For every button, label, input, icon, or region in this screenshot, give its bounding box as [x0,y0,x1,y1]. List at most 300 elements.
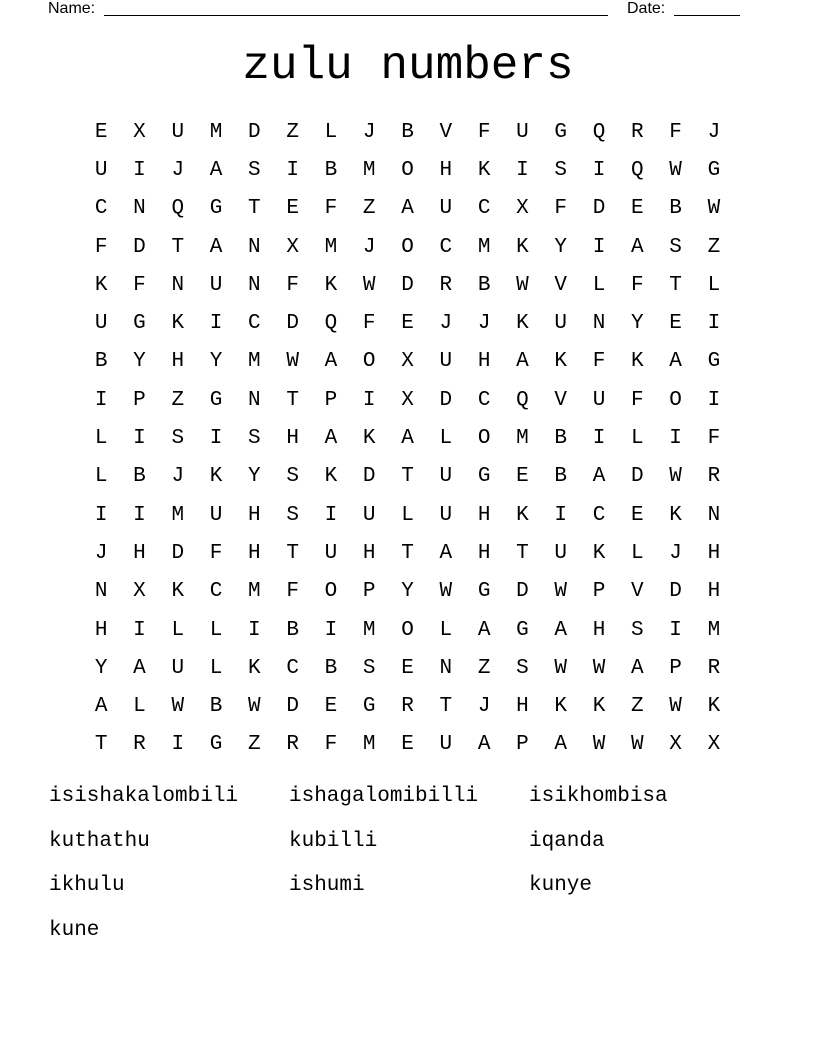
grid-cell: A [401,197,414,221]
word-list-item: kuthathu [49,829,150,853]
grid-cell: S [554,158,568,182]
grid-cell: I [669,427,682,451]
grid-cell: W [516,273,529,297]
grid-cell: U [439,465,453,489]
grid-cell: T [401,465,414,489]
grid-cell: J [171,465,185,489]
grid-cell: G [477,465,491,489]
grid-cell: C [477,197,491,221]
grid-cell: I [286,158,299,182]
grid-cell: Y [209,350,223,374]
grid-cell: A [477,733,491,757]
grid-cell: A [401,427,414,451]
grid-cell: A [554,733,568,757]
grid-cell: N [248,235,261,259]
grid-cell: Q [516,388,529,412]
grid-cell: A [477,618,491,642]
grid-cell: N [439,656,453,680]
grid-cell: V [631,580,644,604]
grid-cell: U [362,503,376,527]
grid-cell: B [324,656,338,680]
grid-cell: K [362,427,376,451]
grid-cell: W [592,733,606,757]
grid-cell: J [362,120,376,144]
grid-cell: L [439,427,453,451]
grid-cell: E [401,733,414,757]
grid-cell: H [516,695,529,719]
grid-cell: H [477,541,491,565]
grid-cell: P [516,733,529,757]
grid-cell: D [631,465,644,489]
grid-cell: A [631,656,644,680]
grid-cell: I [516,158,529,182]
grid-cell: A [554,618,568,642]
grid-cell: N [707,503,721,527]
grid-cell: E [516,465,529,489]
grid-cell: I [707,312,721,336]
grid-cell: U [209,273,223,297]
grid-cell: D [171,541,185,565]
grid-cell: F [324,733,338,757]
grid-cell: D [516,580,529,604]
grid-cell: W [631,733,644,757]
grid-cell: U [592,388,606,412]
grid-cell: Z [171,388,185,412]
grid-cell: J [669,541,682,565]
word-list [49,782,769,960]
grid-cell: T [439,695,453,719]
grid-cell: B [286,618,299,642]
grid-cell: L [94,427,108,451]
grid-cell: I [669,618,682,642]
grid-cell: A [324,350,338,374]
grid-cell: L [707,273,721,297]
grid-cell: B [324,158,338,182]
grid-cell: F [631,388,644,412]
grid-cell: S [286,503,299,527]
grid-cell: W [171,695,185,719]
grid-cell: N [94,580,108,604]
grid-cell: K [631,350,644,374]
grid-cell: R [133,733,146,757]
grid-cell: H [477,350,491,374]
grid-cell: K [324,273,338,297]
grid-cell: Z [631,695,644,719]
grid-cell: E [401,312,414,336]
word-list-item: isishakalombili [49,785,239,808]
grid-cell: L [592,273,606,297]
grid-cell: O [401,158,414,182]
letter-grid [82,113,733,764]
grid-cell: F [286,580,299,604]
grid-cell: T [286,388,299,412]
grid-cell: Y [133,350,146,374]
grid-cell: U [94,312,108,336]
grid-cell: B [477,273,491,297]
grid-cell: W [439,580,453,604]
name-label: Name: [48,0,96,17]
grid-cell: W [592,656,606,680]
grid-cell: S [248,158,261,182]
grid-cell: K [516,312,529,336]
grid-cell: T [516,541,529,565]
grid-cell: H [707,580,721,604]
grid-cell: C [592,503,606,527]
grid-cell: S [171,427,185,451]
grid-cell: M [248,580,261,604]
grid-cell: I [133,427,146,451]
grid-cell: X [401,350,414,374]
grid-cell: U [554,541,568,565]
grid-cell: S [362,656,376,680]
word-list-item: ishagalomibilli [289,785,479,808]
grid-cell: O [324,580,338,604]
grid-cell: A [209,158,223,182]
grid-cell: K [554,350,568,374]
grid-cell: W [554,656,568,680]
grid-cell: D [133,235,146,259]
grid-cell: A [209,235,223,259]
grid-cell: K [554,695,568,719]
grid-cell: I [209,312,223,336]
grid-cell: K [477,158,491,182]
grid-cell: S [669,235,682,259]
grid-cell: S [286,465,299,489]
grid-cell: J [94,541,108,565]
grid-cell: C [477,388,491,412]
grid-cell: X [707,733,721,757]
grid-cell: K [209,465,223,489]
grid-cell: L [171,618,185,642]
grid-cell: G [516,618,529,642]
word-list-item: iqanda [529,829,605,853]
grid-cell: M [477,235,491,259]
grid-cell: O [362,350,376,374]
grid-cell: T [248,197,261,221]
grid-cell: Y [554,235,568,259]
grid-cell: G [707,158,721,182]
grid-cell: M [362,733,376,757]
grid-cell: V [554,273,568,297]
grid-cell: I [592,235,606,259]
grid-cell: B [133,465,146,489]
grid-cell: N [248,388,261,412]
grid-cell: W [669,695,682,719]
grid-cell: U [554,312,568,336]
grid-cell: E [631,503,644,527]
grid-cell: M [209,120,223,144]
grid-cell: N [133,197,146,221]
grid-cell: U [171,120,185,144]
grid-cell: B [554,465,568,489]
date-blank-line [674,15,740,16]
grid-cell: K [592,541,606,565]
grid-cell: T [669,273,682,297]
grid-cell: O [401,618,414,642]
grid-cell: B [669,197,682,221]
grid-cell: U [324,541,338,565]
grid-cell: D [286,695,299,719]
grid-cell: F [324,197,338,221]
grid-cell: X [133,580,146,604]
grid-cell: H [94,618,108,642]
grid-cell: Q [324,312,338,336]
grid-cell: E [401,656,414,680]
grid-cell: Y [94,656,108,680]
grid-cell: K [171,580,185,604]
grid-cell: R [439,273,453,297]
grid-cell: K [171,312,185,336]
grid-cell: V [439,120,453,144]
page-title: zulu numbers [242,40,574,92]
word-list-item: ishumi [289,874,365,897]
grid-cell: G [362,695,376,719]
grid-cell: W [286,350,299,374]
grid-cell: J [362,235,376,259]
grid-cell: F [592,350,606,374]
grid-cell: Q [592,120,606,144]
grid-cell: P [362,580,376,604]
grid-cell: X [669,733,682,757]
grid-cell: Z [248,733,261,757]
grid-cell: R [401,695,414,719]
grid-cell: D [248,120,261,144]
grid-cell: E [669,312,682,336]
grid-cell: B [401,120,414,144]
grid-cell: U [516,120,529,144]
grid-cell: G [209,733,223,757]
grid-cell: L [631,427,644,451]
grid-cell: I [592,427,606,451]
grid-cell: T [94,733,108,757]
grid-cell: N [248,273,261,297]
grid-cell: U [171,656,185,680]
grid-cell: S [631,618,644,642]
grid-cell: R [707,465,721,489]
grid-cell: I [707,388,721,412]
grid-cell: M [362,158,376,182]
grid-cell: I [324,618,338,642]
grid-cell: L [439,618,453,642]
grid-cell: E [286,197,299,221]
grid-cell: N [592,312,606,336]
grid-cell: M [707,618,721,642]
grid-cell: L [631,541,644,565]
grid-cell: Q [171,197,185,221]
grid-cell: H [592,618,606,642]
grid-cell: N [171,273,185,297]
grid-cell: L [401,503,414,527]
grid-cell: U [209,503,223,527]
grid-cell: L [209,618,223,642]
grid-cell: G [209,388,223,412]
grid-cell: F [362,312,376,336]
grid-cell: E [324,695,338,719]
grid-cell: A [439,541,453,565]
grid-cell: F [669,120,682,144]
name-blank-line [104,15,608,16]
grid-cell: H [171,350,185,374]
grid-cell: F [707,427,721,451]
grid-cell: Y [401,580,414,604]
grid-cell: P [133,388,146,412]
grid-cell: P [592,580,606,604]
grid-cell: C [94,197,108,221]
grid-cell: L [324,120,338,144]
grid-cell: D [439,388,453,412]
grid-cell: P [324,388,338,412]
grid-cell: K [94,273,108,297]
grid-cell: F [286,273,299,297]
grid-cell: Q [631,158,644,182]
grid-cell: A [324,427,338,451]
grid-cell: A [669,350,682,374]
grid-cell: X [286,235,299,259]
grid-cell: D [362,465,376,489]
grid-cell: H [133,541,146,565]
grid-cell: T [401,541,414,565]
grid-cell: G [133,312,146,336]
grid-cell: G [477,580,491,604]
grid-cell: M [516,427,529,451]
grid-cell: U [94,158,108,182]
grid-cell: I [362,388,376,412]
grid-cell: K [516,503,529,527]
grid-cell: D [286,312,299,336]
grid-cell: K [248,656,261,680]
grid-cell: Z [286,120,299,144]
grid-cell: A [631,235,644,259]
grid-cell: C [209,580,223,604]
grid-cell: Y [248,465,261,489]
grid-cell: Z [477,656,491,680]
grid-cell: I [248,618,261,642]
grid-cell: B [554,427,568,451]
grid-cell: B [209,695,223,719]
grid-cell: K [592,695,606,719]
grid-cell: W [707,197,721,221]
grid-cell: C [248,312,261,336]
grid-cell: J [477,312,491,336]
grid-cell: E [631,197,644,221]
word-list-item: kubilli [289,829,378,853]
grid-cell: I [133,503,146,527]
grid-cell: R [631,120,644,144]
grid-cell: K [669,503,682,527]
date-label: Date: [627,0,666,17]
grid-cell: S [248,427,261,451]
word-list-item: kune [49,918,100,942]
grid-cell: O [669,388,682,412]
grid-cell: F [94,235,108,259]
grid-cell: H [286,427,299,451]
grid-cell: I [94,503,108,527]
grid-cell: D [401,273,414,297]
grid-cell: U [439,503,453,527]
grid-cell: G [554,120,568,144]
grid-cell: L [94,465,108,489]
grid-cell: X [133,120,146,144]
grid-cell: A [94,695,108,719]
grid-cell: K [324,465,338,489]
header [48,0,748,20]
grid-cell: Z [362,197,376,221]
grid-cell: I [554,503,568,527]
grid-cell: H [362,541,376,565]
grid-cell: F [133,273,146,297]
word-list-item: ikhulu [49,874,125,897]
grid-cell: Y [631,312,644,336]
grid-cell: Z [707,235,721,259]
grid-cell: J [439,312,453,336]
grid-cell: B [94,350,108,374]
grid-cell: A [592,465,606,489]
grid-cell: I [324,503,338,527]
grid-cell: D [592,197,606,221]
grid-cell: G [209,197,223,221]
grid-cell: E [94,120,108,144]
grid-cell: F [554,197,568,221]
grid-cell: M [248,350,261,374]
grid-cell: J [171,158,185,182]
grid-cell: F [631,273,644,297]
grid-cell: H [707,541,721,565]
grid-cell: F [209,541,223,565]
word-list-item: isikhombisa [529,785,668,808]
grid-cell: O [477,427,491,451]
grid-cell: H [248,503,261,527]
grid-cell: U [439,197,453,221]
grid-cell: A [516,350,529,374]
grid-cell: X [401,388,414,412]
grid-cell: U [439,733,453,757]
grid-cell: T [286,541,299,565]
grid-cell: K [707,695,721,719]
grid-cell: T [171,235,185,259]
grid-cell: O [401,235,414,259]
grid-cell: H [439,158,453,182]
grid-cell: C [286,656,299,680]
grid-cell: J [477,695,491,719]
grid-cell: I [171,733,185,757]
grid-cell: U [439,350,453,374]
grid-cell: G [707,350,721,374]
grid-cell: W [554,580,568,604]
grid-cell: I [133,158,146,182]
grid-cell: L [209,656,223,680]
grid-cell: I [133,618,146,642]
grid-cell: L [133,695,146,719]
word-list-item: kunye [529,874,593,897]
grid-cell: F [477,120,491,144]
grid-cell: W [248,695,261,719]
grid-cell: M [324,235,338,259]
grid-cell: H [477,503,491,527]
grid-cell: V [554,388,568,412]
grid-cell: W [669,465,682,489]
grid-cell: I [94,388,108,412]
grid-cell: I [209,427,223,451]
grid-cell: I [592,158,606,182]
grid-cell: D [669,580,682,604]
grid-cell: K [516,235,529,259]
grid-cell: P [669,656,682,680]
grid-cell: C [439,235,453,259]
grid-cell: R [286,733,299,757]
grid-cell: M [362,618,376,642]
grid-cell: S [516,656,529,680]
grid-cell: R [707,656,721,680]
